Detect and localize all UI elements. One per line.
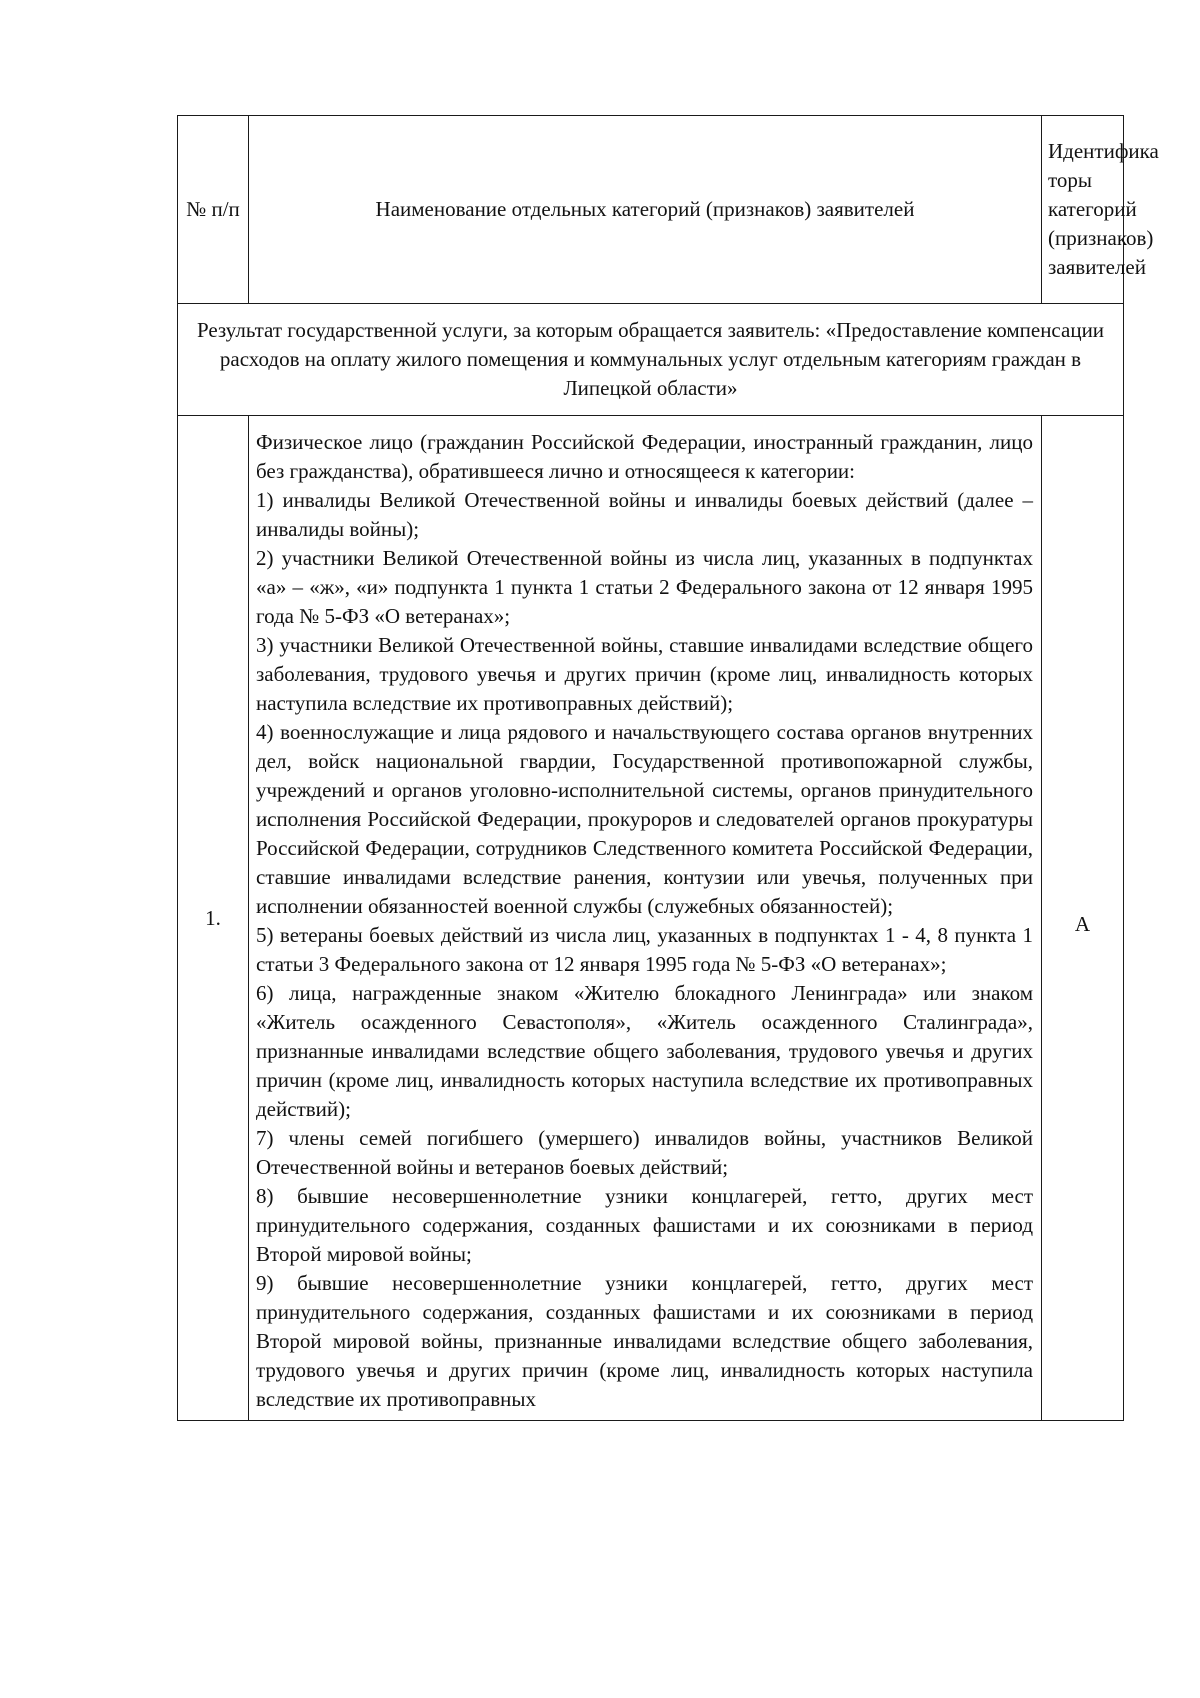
category-paragraph: 4) военнослужащие и лица рядового и начальствующего состава органов внутренних дел, войск национальной гвардии, Государственной противопожарной службы, учреждений и органов уголовно-исполнительной системы, органов принудительного исполнения Российской Федерации, прокуроров и следователей органов прокуратуры Российской Федерации, сотрудников Следственного комитета Российской Федерации, ставшие инвалидами вследствие ранения, контузии или увечья, полученных при исполнении обязанностей военной службы (служебных обязанностей); xyxy=(256,720,1033,918)
header-number-cell: № п/п xyxy=(178,116,249,304)
table-header-row xyxy=(178,116,1124,304)
header-identifier-line: (признаков) xyxy=(1048,226,1154,250)
category-paragraph: 7) члены семей погибшего (умершего) инвалидов войны, участников Великой Отечественной войны и ветеранов боевых действий; xyxy=(256,1126,1033,1179)
category-paragraph: 1) инвалиды Великой Отечественной войны и инвалиды боевых действий (далее – инвалиды войны); xyxy=(256,488,1033,541)
category-paragraph: 8) бывшие несовершеннолетние узники концлагерей, гетто, других мест принудительного содержания, созданных фашистами и их союзниками в период Второй мировой войны; xyxy=(256,1184,1033,1266)
category-paragraph: 9) бывшие несовершеннолетние узники концлагерей, гетто, других мест принудительного содержания, созданных фашистами и их союзниками в период Второй мировой войны, признанные инвалидами вследствие общего заболевания, трудового увечья и других причин (кроме лиц, инвалидность которых наступила вследствие их противоправных xyxy=(256,1271,1033,1411)
header-identifier-line: торы xyxy=(1048,168,1093,192)
header-identifier-line: Идентифика xyxy=(1048,139,1159,163)
header-identifier-line: категорий xyxy=(1048,197,1137,221)
category-paragraph: 3) участники Великой Отечественной войны, ставшие инвалидами вследствие общего заболевания, трудового увечья и других причин (кроме лиц, инвалидность которых наступила вследствие их противоправных действий); xyxy=(256,633,1033,715)
header-identifier-line: заявителей xyxy=(1048,255,1146,279)
category-paragraph: 5) ветераны боевых действий из числа лиц, указанных в подпунктах 1 - 4, 8 пункта 1 статьи 3 Федерального закона от 12 января 1995 года № 5-ФЗ «О ветеранах»; xyxy=(256,923,1033,976)
category-paragraph: 6) лица, награжденные знаком «Жителю блокадного Ленинграда» или знаком «Житель осажденного Севастополя», «Житель осажденного Сталинграда», признанные инвалидами вследствие общего заболевания, трудового увечья и других причин (кроме лиц, инвалидность которых наступила вследствие их противоправных действий); xyxy=(256,981,1033,1121)
category-paragraph: 2) участники Великой Отечественной войны из числа лиц, указанных в подпунктах «а» – «ж», «и» подпункта 1 пункта 1 статьи 2 Федерального закона от 12 января 1995 года № 5-ФЗ «О ветеранах»; xyxy=(256,546,1033,628)
header-name-cell: Наименование отдельных категорий (признаков) заявителей xyxy=(249,116,1042,304)
header-identifier-cell xyxy=(1042,116,1159,304)
table-row xyxy=(178,416,1124,1421)
service-result-row xyxy=(178,304,1124,416)
category-paragraph: Физическое лицо (гражданин Российской Федерации, иностранный гражданин, лицо без гражданства), обратившееся лично и относящееся к категории: xyxy=(256,430,1033,483)
row-identifier-cell: А xyxy=(1042,416,1124,1421)
applicant-categories-table xyxy=(177,115,1159,1421)
row-category-cell xyxy=(249,416,1042,1421)
row-number-cell: 1. xyxy=(178,416,249,1421)
service-result-cell: Результат государственной услуги, за которым обращается заявитель: «Предоставление компенсации расходов на оплату жилого помещения и коммунальных услуг отдельным категориям граждан в Липецкой области» xyxy=(178,304,1124,416)
